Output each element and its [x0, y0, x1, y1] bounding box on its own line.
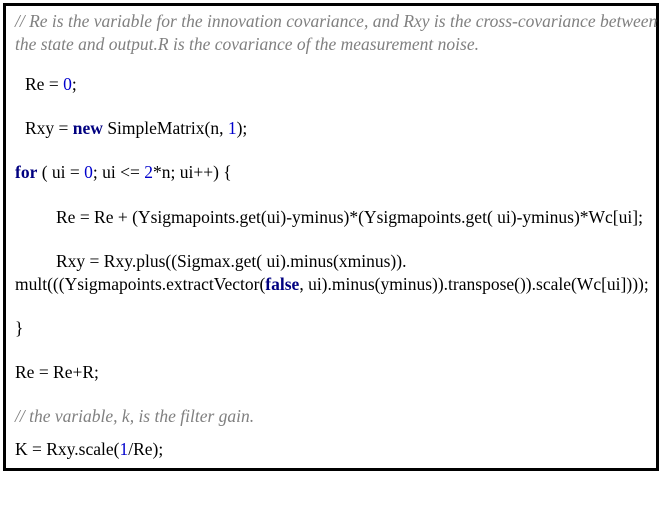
keyword: false	[265, 274, 300, 294]
code-text: mult(((Ysigmapoints.extractVector(	[15, 274, 266, 294]
code-text: );	[236, 118, 248, 138]
keyword: for	[15, 162, 38, 182]
code-frame	[3, 3, 659, 471]
code-text: K = Rxy.scale(	[15, 439, 120, 459]
number-literal: 2	[144, 162, 154, 182]
keyword: new	[72, 118, 103, 138]
code-line-re-update: Re = Re + (Ysigmapoints.get(ui)-yminus)*(Ysigmapoints.get( ui)-yminus)*Wc[ui];	[56, 207, 643, 227]
comment-line-1: // Re is the variable for the innovation covariance, and Rxy is the cross-covariance between	[15, 11, 658, 31]
number-literal: 1	[119, 439, 129, 459]
code-text: , ui).minus(yminus)).transpose()).scale(Wc[ui])));	[299, 274, 649, 294]
code-line-re-init	[25, 73, 77, 95]
number-literal: 1	[227, 118, 237, 138]
code-line-for	[15, 161, 232, 183]
code-line-rxy-update: Rxy = Rxy.plus((Sigmax.get( ui).minus(xminus)).	[56, 251, 407, 271]
number-literal: 0	[84, 162, 93, 182]
code-text: Re =	[25, 74, 64, 94]
code-line-close-brace: }	[15, 318, 24, 338]
code-line-rxy-init	[25, 117, 247, 139]
code-text: *n; ui++) {	[153, 162, 232, 182]
code-line-k	[15, 438, 163, 460]
comment-line-gain: // the variable, k, is the filter gain.	[15, 406, 255, 426]
code-text: Rxy =	[25, 118, 73, 138]
number-literal: 0	[63, 74, 72, 94]
comment-line-2: the state and output.R is the covariance of the measurement noise.	[15, 34, 479, 54]
code-text: /Re);	[128, 439, 164, 459]
code-line-rxy-update-cont	[15, 273, 649, 295]
code-text: ( ui =	[37, 162, 85, 182]
code-text: ;	[71, 74, 77, 94]
code-text: ; ui <=	[92, 162, 145, 182]
code-line-re-add-r: Re = Re+R;	[15, 362, 99, 382]
code-block	[6, 6, 656, 468]
code-text: SimpleMatrix(n,	[102, 118, 228, 138]
